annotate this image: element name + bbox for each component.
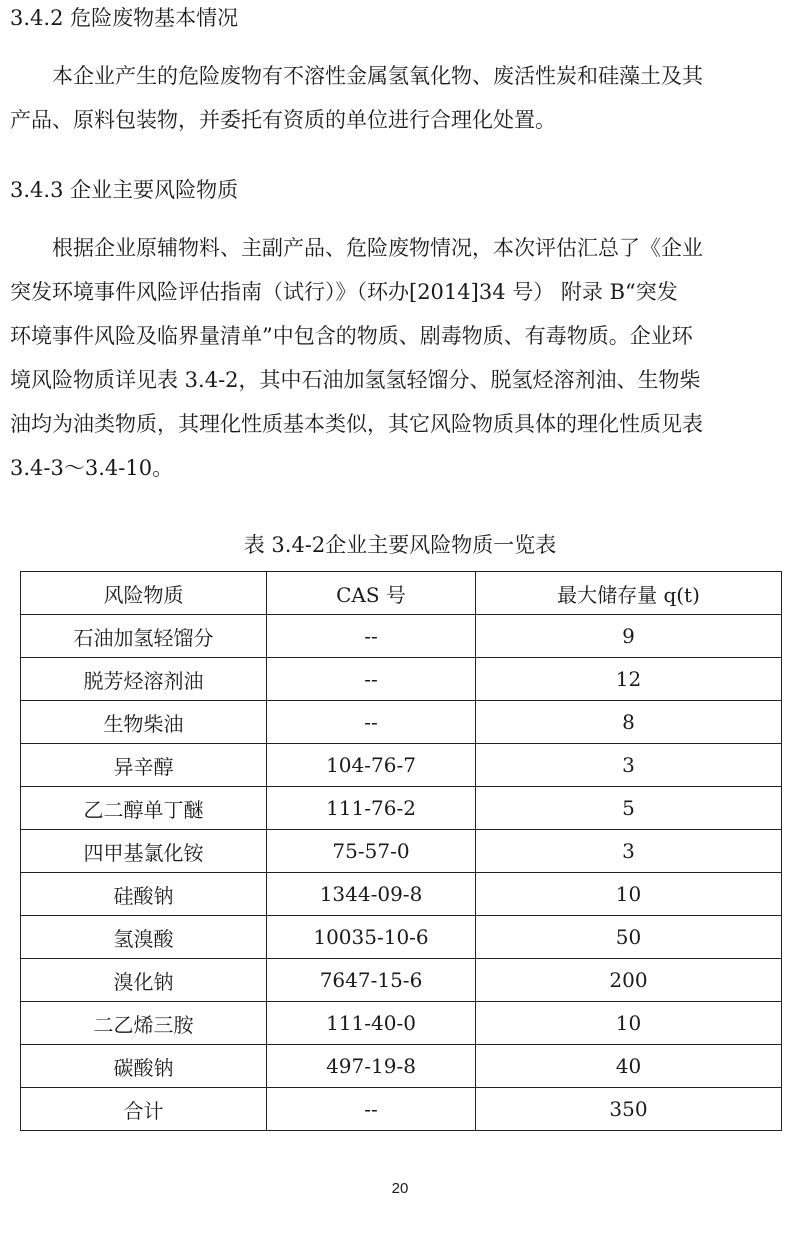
cell-cas: 10035-10-6 (267, 916, 476, 959)
cell-cas: -- (267, 701, 476, 744)
table-row (21, 916, 782, 959)
table-row (21, 787, 782, 830)
cell-cas: 111-76-2 (267, 787, 476, 830)
cell-storage: 5 (476, 787, 782, 830)
cell-storage: 50 (476, 916, 782, 959)
paragraph-line: 突发环境事件风险评估指南（试行）》（环办[2014]34 号） 附录 B“突发 (10, 280, 678, 304)
cell-substance: 生物柴油 (21, 701, 267, 744)
page-number: 20 (391, 1180, 409, 1197)
table-row (21, 658, 782, 701)
table-header-row (21, 572, 782, 615)
cell-cas: -- (267, 1088, 476, 1131)
cell-storage: 40 (476, 1045, 782, 1088)
table-total-row (21, 1088, 782, 1131)
cell-cas: 111-40-0 (267, 1002, 476, 1045)
table-row (21, 873, 782, 916)
paragraph-line: 根据企业原辅物料、主副产品、危险废物情况，本次评估汇总了《企业 (10, 236, 703, 260)
paragraph-line: 本企业产生的危险废物有不溶性金属氢氧化物、废活性炭和硅藻土及其 (10, 64, 703, 88)
table-row (21, 959, 782, 1002)
cell-substance: 氢溴酸 (21, 916, 267, 959)
table-row (21, 744, 782, 787)
table-row (21, 830, 782, 873)
cell-storage: 200 (476, 959, 782, 1002)
cell-substance: 合计 (21, 1088, 267, 1131)
section-heading-3-4-2: 3.4.2 危险废物基本情况 (10, 6, 239, 30)
cell-storage: 9 (476, 615, 782, 658)
cell-storage: 3 (476, 830, 782, 873)
paragraph-line: 油均为油类物质，其理化性质基本类似，其它风险物质具体的理化性质见表 (10, 412, 703, 436)
table-caption: 表 3.4-2企业主要风险物质一览表 (243, 533, 557, 557)
cell-substance: 二乙烯三胺 (21, 1002, 267, 1045)
cell-substance: 四甲基氯化铵 (21, 830, 267, 873)
cell-cas: 1344-09-8 (267, 873, 476, 916)
table-row (21, 1002, 782, 1045)
cell-substance: 异辛醇 (21, 744, 267, 787)
table-row (21, 615, 782, 658)
risk-substance-table (20, 571, 782, 1131)
section-heading-3-4-3: 3.4.3 企业主要风险物质 (10, 178, 239, 202)
cell-substance: 硅酸钠 (21, 873, 267, 916)
cell-storage: 12 (476, 658, 782, 701)
paragraph-line: 境风险物质详见表 3.4-2，其中石油加氢氢轻馏分、脱氢烃溶剂油、生物柴 (10, 368, 701, 392)
cell-cas: 7647-15-6 (267, 959, 476, 1002)
cell-storage: 350 (476, 1088, 782, 1131)
cell-cas: 75-57-0 (267, 830, 476, 873)
cell-cas: 497-19-8 (267, 1045, 476, 1088)
cell-substance: 乙二醇单丁醚 (21, 787, 267, 830)
cell-substance: 溴化钠 (21, 959, 267, 1002)
cell-substance: 脱芳烃溶剂油 (21, 658, 267, 701)
cell-storage: 10 (476, 873, 782, 916)
cell-storage: 8 (476, 701, 782, 744)
header-cas: CAS 号 (267, 572, 476, 615)
cell-cas: -- (267, 615, 476, 658)
cell-substance: 石油加氢轻馏分 (21, 615, 267, 658)
paragraph-line: 3.4-3～3.4-10。 (10, 456, 174, 480)
paragraph-risk-substances (10, 226, 796, 490)
paragraph-hazardous-waste (10, 54, 796, 142)
header-substance: 风险物质 (21, 572, 267, 615)
cell-substance: 碳酸钠 (21, 1045, 267, 1088)
table-row (21, 1045, 782, 1088)
header-max-storage: 最大储存量 q(t) (476, 572, 782, 615)
cell-storage: 10 (476, 1002, 782, 1045)
paragraph-line: 产品、原料包装物，并委托有资质的单位进行合理化处置。 (10, 108, 556, 132)
paragraph-line: 环境事件风险及临界量清单”中包含的物质、剧毒物质、有毒物质。企业环 (10, 324, 693, 348)
cell-storage: 3 (476, 744, 782, 787)
cell-cas: -- (267, 658, 476, 701)
cell-cas: 104-76-7 (267, 744, 476, 787)
table-row (21, 701, 782, 744)
